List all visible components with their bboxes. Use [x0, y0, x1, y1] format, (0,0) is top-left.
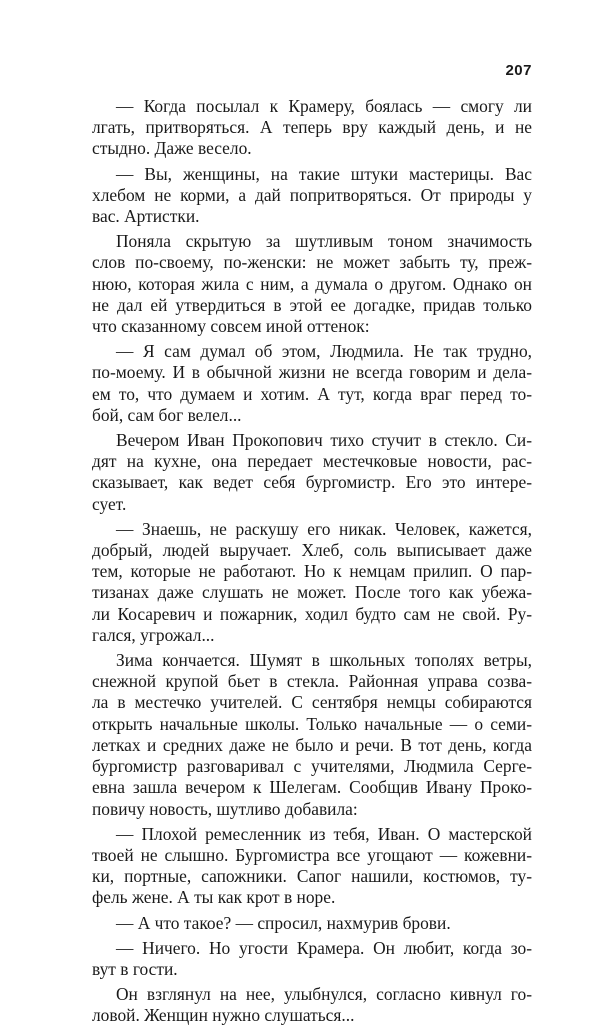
- text-line: Поняла скрытую за шутливым тоном значимость: [116, 231, 532, 252]
- page-number: 207: [505, 62, 532, 79]
- text-line: твоей не слышно. Бургомистра все угощают — кожевни-: [92, 844, 532, 865]
- text-line: — Знаешь, не раскушу его никак. Человек, кажется,: [116, 518, 532, 539]
- text-line: ловой. Женщин нужно слушаться...: [92, 1005, 355, 1026]
- text-line: Он взглянул на нее, улыбнулся, согласно кивнул го-: [116, 984, 532, 1005]
- text-line: ем то, что думаем и хотим. А тут, когда враг перед то-: [92, 383, 532, 404]
- text-line: тизанах даже слушать не может. После того как убежа-: [92, 582, 532, 603]
- text-line: слов по-своему, по-женски: не может забыть ту, преж-: [92, 252, 532, 273]
- text-line: что сказанному совсем иной оттенок:: [92, 316, 370, 337]
- text-line: нюю, которая жила с ним, а думала о другом. Однако он: [92, 273, 532, 294]
- paragraph: [92, 650, 532, 820]
- text-line: не дал ей утвердиться в этой ее догадке, придав только: [92, 294, 532, 315]
- text-line: сказывает, как ведет себя бургомистр. Его это интере-: [92, 472, 532, 493]
- text-line: евна зашла вечером к Шелегам. Сообщив Ивану Проко-: [92, 777, 532, 798]
- text-line: Вечером Иван Прокопович тихо стучит в стекло. Си-: [116, 430, 532, 451]
- text-line: — Вы, женщины, на такие штуки мастерицы. Вас: [116, 163, 532, 184]
- paragraph: [92, 341, 532, 426]
- text-line: ла в местечко учителей. С сентября немцы собираются: [92, 692, 532, 713]
- text-line: стыдно. Даже весело.: [92, 138, 252, 159]
- text-line: — А что такое? — спросил, нахмурив брови.: [116, 912, 451, 933]
- text-line: — Ничего. Но угости Крамера. Он любит, когда зо-: [116, 937, 532, 958]
- text-body: [92, 96, 532, 1027]
- text-line: ки, портные, сапожники. Сапог нашили, костюмов, ту-: [92, 866, 532, 887]
- paragraph: [92, 430, 532, 515]
- text-line: по-моему. И в обычной жизни не всегда говорим и дела-: [92, 362, 532, 383]
- text-line: летках и средних даже не было и речи. В тот день, когда: [92, 734, 532, 755]
- text-line: лгать, притворяться. А теперь вру каждый день, и не: [92, 117, 532, 138]
- text-line: — Плохой ремесленник из тебя, Иван. О мастерской: [116, 823, 532, 844]
- text-line: хлебом не корми, а дай попритворяться. От природы у: [92, 184, 532, 205]
- text-line: вас. Артистки.: [92, 206, 200, 227]
- text-line: — Я сам думал об этом, Людмила. Не так трудно,: [116, 341, 532, 362]
- paragraph: [92, 824, 532, 909]
- text-line: добрый, людей выручает. Хлеб, соль выписывает даже: [92, 540, 532, 561]
- text-line: — Когда посылал к Крамеру, боялась — смогу ли: [116, 96, 532, 116]
- paragraph: [92, 96, 532, 160]
- text-line: Зима кончается. Шумят в школьных тополях ветры,: [116, 650, 532, 671]
- text-line: открыть начальные школы. Только начальные — о семи-: [92, 713, 532, 734]
- paragraph: [92, 231, 532, 337]
- paragraph: [92, 938, 532, 980]
- paragraph: [92, 519, 532, 646]
- text-line: сует.: [92, 493, 127, 514]
- text-line: тем, которые не работают. Но к немцам прилип. О пар-: [92, 561, 532, 582]
- text-line: снежной крупой бьет в стекла. Районная управа созва-: [92, 671, 532, 692]
- text-line: бургомистр разговаривал с учителями, Людмила Серге-: [92, 756, 532, 777]
- text-line: вут в гости.: [92, 958, 178, 979]
- text-line: ли Косаревич и пожарник, ходил будто сам не свой. Ру-: [92, 603, 532, 624]
- text-line: бой, сам бог велел...: [92, 404, 242, 425]
- paragraph: [92, 913, 532, 934]
- paragraph: [92, 164, 532, 228]
- text-line: фель жене. А ты как крот в норе.: [92, 887, 336, 908]
- text-line: дят на кухне, она передает местечковые новости, рас-: [92, 451, 532, 472]
- text-line: повичу новость, шутливо добавила:: [92, 798, 358, 819]
- text-line: гался, угрожал...: [92, 624, 215, 645]
- paragraph: [92, 984, 532, 1026]
